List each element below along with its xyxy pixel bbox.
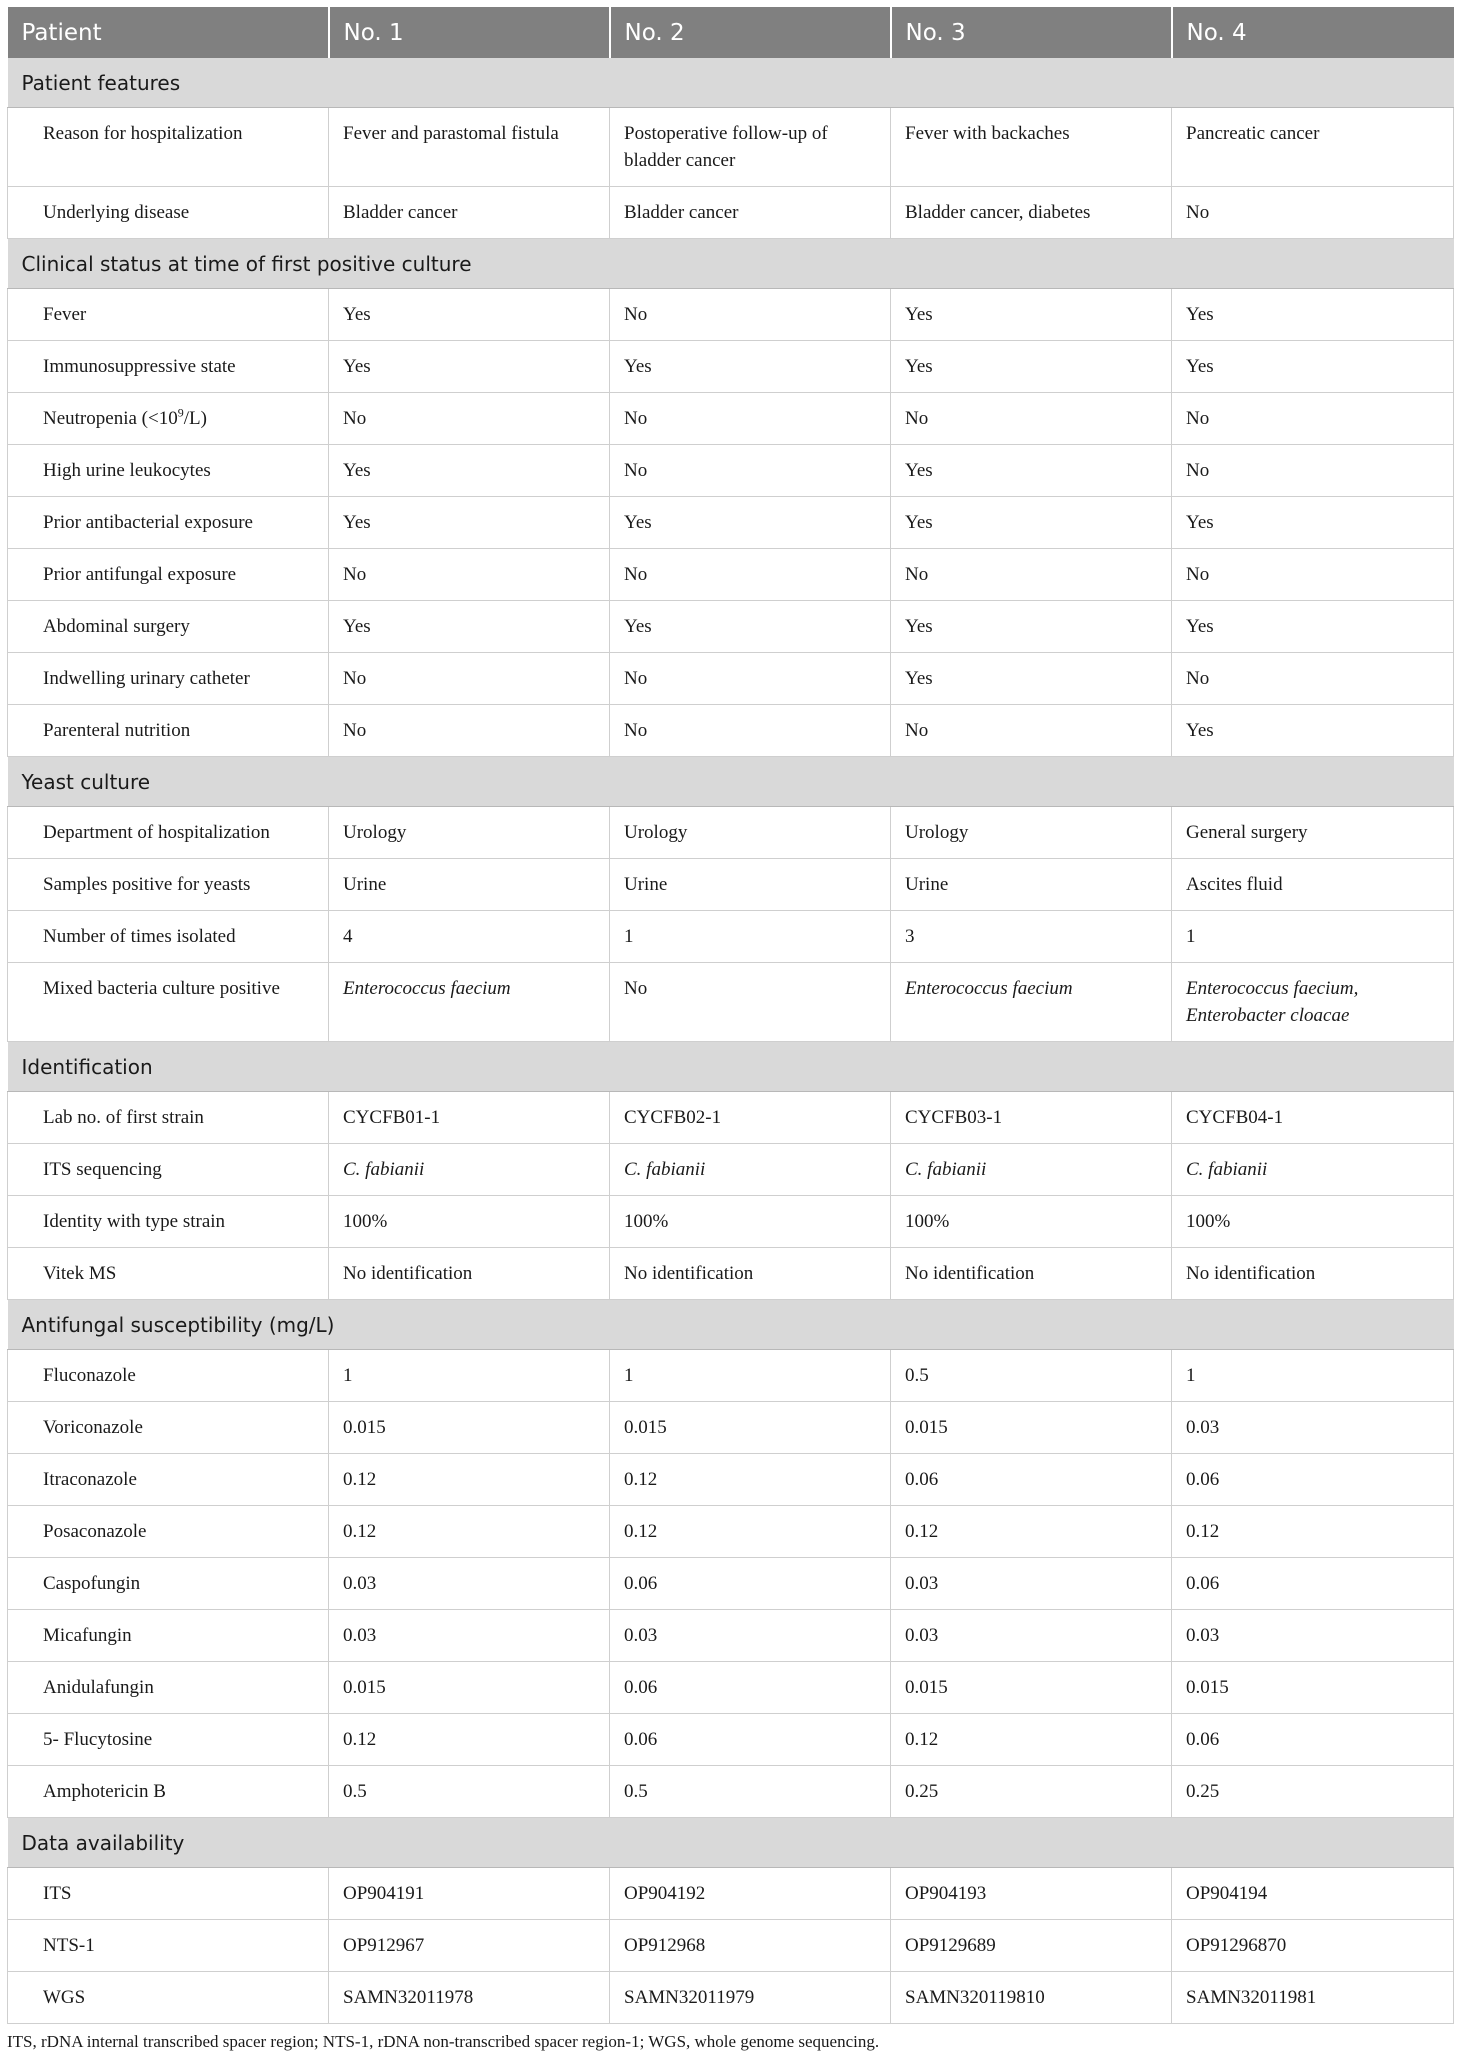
row-label: Reason for hospitalization	[8, 108, 329, 187]
row-label: ITS	[8, 1868, 329, 1920]
table-cell: SAMN320119810	[891, 1972, 1172, 2024]
table-cell: CYCFB02-1	[610, 1092, 891, 1144]
table-cell: No	[610, 705, 891, 757]
table-cell: 0.03	[329, 1610, 610, 1662]
table-cell: 0.06	[891, 1454, 1172, 1506]
table-body	[8, 58, 1454, 2024]
row-label-text: Neutropenia (<10	[43, 408, 178, 429]
table-row	[8, 1662, 1454, 1714]
section-title: Clinical status at time of first positive culture	[8, 239, 1454, 289]
table-cell: OP9129689	[891, 1920, 1172, 1972]
table-row	[8, 445, 1454, 497]
table-cell: CYCFB03-1	[891, 1092, 1172, 1144]
table-cell: 0.12	[610, 1454, 891, 1506]
table-cell: Bladder cancer	[329, 187, 610, 239]
row-label-suffix: /L)	[183, 408, 207, 429]
table-cell: 1	[610, 911, 891, 963]
table-cell: CYCFB01-1	[329, 1092, 610, 1144]
table-cell: Urology	[329, 807, 610, 859]
table-row	[8, 1144, 1454, 1196]
table-row	[8, 1920, 1454, 1972]
table-cell: Yes	[891, 601, 1172, 653]
table-cell: No	[891, 393, 1172, 445]
header-cell-no-2: No. 2	[610, 7, 891, 58]
table-cell: 100%	[610, 1196, 891, 1248]
table-cell: 0.06	[610, 1558, 891, 1610]
row-label: Anidulafungin	[8, 1662, 329, 1714]
table-cell: No	[329, 653, 610, 705]
table-cell: CYCFB04-1	[1172, 1092, 1454, 1144]
row-label: Indwelling urinary catheter	[8, 653, 329, 705]
table-cell: OP912967	[329, 1920, 610, 1972]
row-label: Voriconazole	[8, 1402, 329, 1454]
table-cell: No	[1172, 187, 1454, 239]
table-cell: Yes	[1172, 289, 1454, 341]
table-cell: No	[891, 705, 1172, 757]
row-label: Samples positive for yeasts	[8, 859, 329, 911]
table-cell: Bladder cancer	[610, 187, 891, 239]
row-label: NTS-1	[8, 1920, 329, 1972]
table-row	[8, 1506, 1454, 1558]
table-cell: 4	[329, 911, 610, 963]
table-row	[8, 807, 1454, 859]
table-cell: Yes	[1172, 341, 1454, 393]
table-cell: Yes	[891, 445, 1172, 497]
table-row	[8, 108, 1454, 187]
table-cell: Yes	[891, 341, 1172, 393]
table-cell: 0.12	[329, 1506, 610, 1558]
row-label: Fluconazole	[8, 1350, 329, 1402]
row-label: Micafungin	[8, 1610, 329, 1662]
row-label: Lab no. of first strain	[8, 1092, 329, 1144]
table-cell: OP904192	[610, 1868, 891, 1920]
table-cell: 1	[329, 1350, 610, 1402]
table-cell: Yes	[329, 497, 610, 549]
table-row	[8, 1196, 1454, 1248]
table-row	[8, 1766, 1454, 1818]
row-label: Caspofungin	[8, 1558, 329, 1610]
table-row	[8, 1972, 1454, 2024]
table-cell: Fever with backaches	[891, 108, 1172, 187]
table-row	[8, 549, 1454, 601]
table-cell: Yes	[610, 601, 891, 653]
table-cell: Yes	[1172, 705, 1454, 757]
table-cell: 1	[610, 1350, 891, 1402]
table-header	[8, 7, 1454, 58]
row-label: WGS	[8, 1972, 329, 2024]
table-cell: 0.06	[1172, 1714, 1454, 1766]
table-cell: Yes	[329, 445, 610, 497]
table-cell: No identification	[1172, 1248, 1454, 1300]
row-label: Identity with type strain	[8, 1196, 329, 1248]
table-cell: 0.03	[610, 1610, 891, 1662]
table-cell: 0.015	[610, 1402, 891, 1454]
table-row	[8, 393, 1454, 445]
table-cell: No	[1172, 393, 1454, 445]
row-label	[8, 393, 329, 445]
table-cell: OP912968	[610, 1920, 891, 1972]
table-row	[8, 1350, 1454, 1402]
table-cell: 0.06	[1172, 1454, 1454, 1506]
table-cell: Yes	[329, 289, 610, 341]
table-cell: 0.03	[1172, 1610, 1454, 1662]
row-label: Amphotericin B	[8, 1766, 329, 1818]
table-row	[8, 1092, 1454, 1144]
table-cell: 0.06	[1172, 1558, 1454, 1610]
section-row	[8, 1042, 1454, 1092]
table-cell: OP904193	[891, 1868, 1172, 1920]
table-cell: C. fabianii	[329, 1144, 610, 1196]
table-cell: OP904191	[329, 1868, 610, 1920]
section-row	[8, 58, 1454, 108]
section-row	[8, 757, 1454, 807]
table-cell: Fever and parastomal fistula	[329, 108, 610, 187]
table-cell: 0.06	[610, 1714, 891, 1766]
table-cell: 0.015	[329, 1402, 610, 1454]
table-cell: 0.25	[891, 1766, 1172, 1818]
row-label: 5- Flucytosine	[8, 1714, 329, 1766]
table-cell: Bladder cancer, diabetes	[891, 187, 1172, 239]
table-cell: 0.12	[891, 1714, 1172, 1766]
table-cell: No	[610, 393, 891, 445]
section-row	[8, 1818, 1454, 1868]
row-label: Immunosuppressive state	[8, 341, 329, 393]
table-cell: 0.5	[891, 1350, 1172, 1402]
table-row	[8, 1558, 1454, 1610]
table-cell: Pancreatic cancer	[1172, 108, 1454, 187]
table-cell: No	[610, 963, 891, 1042]
table-cell: 100%	[891, 1196, 1172, 1248]
table-cell: 0.03	[1172, 1402, 1454, 1454]
table-cell: No identification	[329, 1248, 610, 1300]
table-row	[8, 1868, 1454, 1920]
table-cell: No	[610, 445, 891, 497]
document	[7, 7, 1453, 2052]
table-cell: 1	[1172, 911, 1454, 963]
row-label: Itraconazole	[8, 1454, 329, 1506]
table-cell: Urine	[891, 859, 1172, 911]
table-cell: No	[610, 549, 891, 601]
header-cell-no-3: No. 3	[891, 7, 1172, 58]
table-row	[8, 497, 1454, 549]
table-cell: Urine	[329, 859, 610, 911]
table-row	[8, 1248, 1454, 1300]
section-title: Data availability	[8, 1818, 1454, 1868]
table-cell: 0.12	[329, 1454, 610, 1506]
table-cell: SAMN32011979	[610, 1972, 891, 2024]
row-label: Underlying disease	[8, 187, 329, 239]
table-row	[8, 1454, 1454, 1506]
row-label: High urine leukocytes	[8, 445, 329, 497]
table-row	[8, 187, 1454, 239]
table-row	[8, 911, 1454, 963]
table-cell: No	[329, 393, 610, 445]
table-row	[8, 859, 1454, 911]
row-label: Vitek MS	[8, 1248, 329, 1300]
table-cell: C. fabianii	[610, 1144, 891, 1196]
table-row	[8, 705, 1454, 757]
table-cell: Yes	[891, 289, 1172, 341]
table-cell: Enterococcus faecium, Enterobacter cloacae	[1172, 963, 1454, 1042]
table-cell: Yes	[1172, 497, 1454, 549]
table-cell: 0.5	[610, 1766, 891, 1818]
table-cell: 100%	[329, 1196, 610, 1248]
table-row	[8, 653, 1454, 705]
table-row	[8, 289, 1454, 341]
section-title: Patient features	[8, 58, 1454, 108]
table-cell: No	[329, 705, 610, 757]
table-row	[8, 1402, 1454, 1454]
table-cell: No identification	[610, 1248, 891, 1300]
table-row	[8, 1610, 1454, 1662]
header-cell-no-4: No. 4	[1172, 7, 1454, 58]
row-label: Prior antibacterial exposure	[8, 497, 329, 549]
table-cell: Yes	[610, 497, 891, 549]
table-cell: 0.12	[1172, 1506, 1454, 1558]
table-cell: 0.03	[891, 1558, 1172, 1610]
table-cell: C. fabianii	[891, 1144, 1172, 1196]
table-cell: Ascites fluid	[1172, 859, 1454, 911]
table-cell: 1	[1172, 1350, 1454, 1402]
table-cell: 0.03	[891, 1610, 1172, 1662]
row-label: ITS sequencing	[8, 1144, 329, 1196]
row-label: Posaconazole	[8, 1506, 329, 1558]
table-cell: Urine	[610, 859, 891, 911]
table-cell: No	[1172, 653, 1454, 705]
row-label: Number of times isolated	[8, 911, 329, 963]
table-row	[8, 341, 1454, 393]
table-footnote: ITS, rDNA internal transcribed spacer region; NTS-1, rDNA non-transcribed spacer region-1; WGS, whole genome sequencing.	[7, 2032, 880, 2051]
row-label: Abdominal surgery	[8, 601, 329, 653]
table-cell: No	[329, 549, 610, 601]
table-cell: 100%	[1172, 1196, 1454, 1248]
table-cell: General surgery	[1172, 807, 1454, 859]
table-cell: Enterococcus faecium	[329, 963, 610, 1042]
table-row	[8, 963, 1454, 1042]
table-cell: Yes	[329, 341, 610, 393]
section-title: Identification	[8, 1042, 1454, 1092]
table-cell: 0.06	[610, 1662, 891, 1714]
table-cell: 0.12	[329, 1714, 610, 1766]
section-row	[8, 239, 1454, 289]
table-cell: Yes	[329, 601, 610, 653]
patient-table	[7, 7, 1454, 2024]
table-cell: 0.015	[1172, 1662, 1454, 1714]
table-cell: C. fabianii	[1172, 1144, 1454, 1196]
row-label: Department of hospitalization	[8, 807, 329, 859]
table-cell: 0.12	[891, 1506, 1172, 1558]
section-title: Yeast culture	[8, 757, 1454, 807]
row-label: Prior antifungal exposure	[8, 549, 329, 601]
table-cell: 0.015	[891, 1662, 1172, 1714]
header-cell-patient: Patient	[8, 7, 329, 58]
table-cell: Postoperative follow-up of bladder cancer	[610, 108, 891, 187]
table-cell: Enterococcus faecium	[891, 963, 1172, 1042]
table-cell: Yes	[891, 653, 1172, 705]
table-cell: Yes	[1172, 601, 1454, 653]
table-cell: No	[610, 289, 891, 341]
table-cell: No	[1172, 549, 1454, 601]
table-cell: No	[610, 653, 891, 705]
section-row	[8, 1300, 1454, 1350]
table-cell: No	[891, 549, 1172, 601]
table-cell: 0.015	[891, 1402, 1172, 1454]
table-cell: 0.25	[1172, 1766, 1454, 1818]
row-label: Parenteral nutrition	[8, 705, 329, 757]
table-cell: Yes	[891, 497, 1172, 549]
table-cell: Urology	[610, 807, 891, 859]
table-cell: Yes	[610, 341, 891, 393]
table-cell: 0.5	[329, 1766, 610, 1818]
table-cell: 3	[891, 911, 1172, 963]
header-row	[8, 7, 1454, 58]
table-cell: 0.015	[329, 1662, 610, 1714]
table-cell: No identification	[891, 1248, 1172, 1300]
table-cell: OP904194	[1172, 1868, 1454, 1920]
table-cell: 0.03	[329, 1558, 610, 1610]
table-row	[8, 1714, 1454, 1766]
section-title: Antifungal susceptibility (mg/L)	[8, 1300, 1454, 1350]
row-label: Fever	[8, 289, 329, 341]
row-label-superscript: 9	[177, 405, 184, 420]
table-cell: 0.12	[610, 1506, 891, 1558]
table-cell: Urology	[891, 807, 1172, 859]
header-cell-no-1: No. 1	[329, 7, 610, 58]
table-row	[8, 601, 1454, 653]
table-cell: SAMN32011981	[1172, 1972, 1454, 2024]
table-cell: No	[1172, 445, 1454, 497]
table-cell: SAMN32011978	[329, 1972, 610, 2024]
table-cell: OP91296870	[1172, 1920, 1454, 1972]
row-label: Mixed bacteria culture positive	[8, 963, 329, 1042]
